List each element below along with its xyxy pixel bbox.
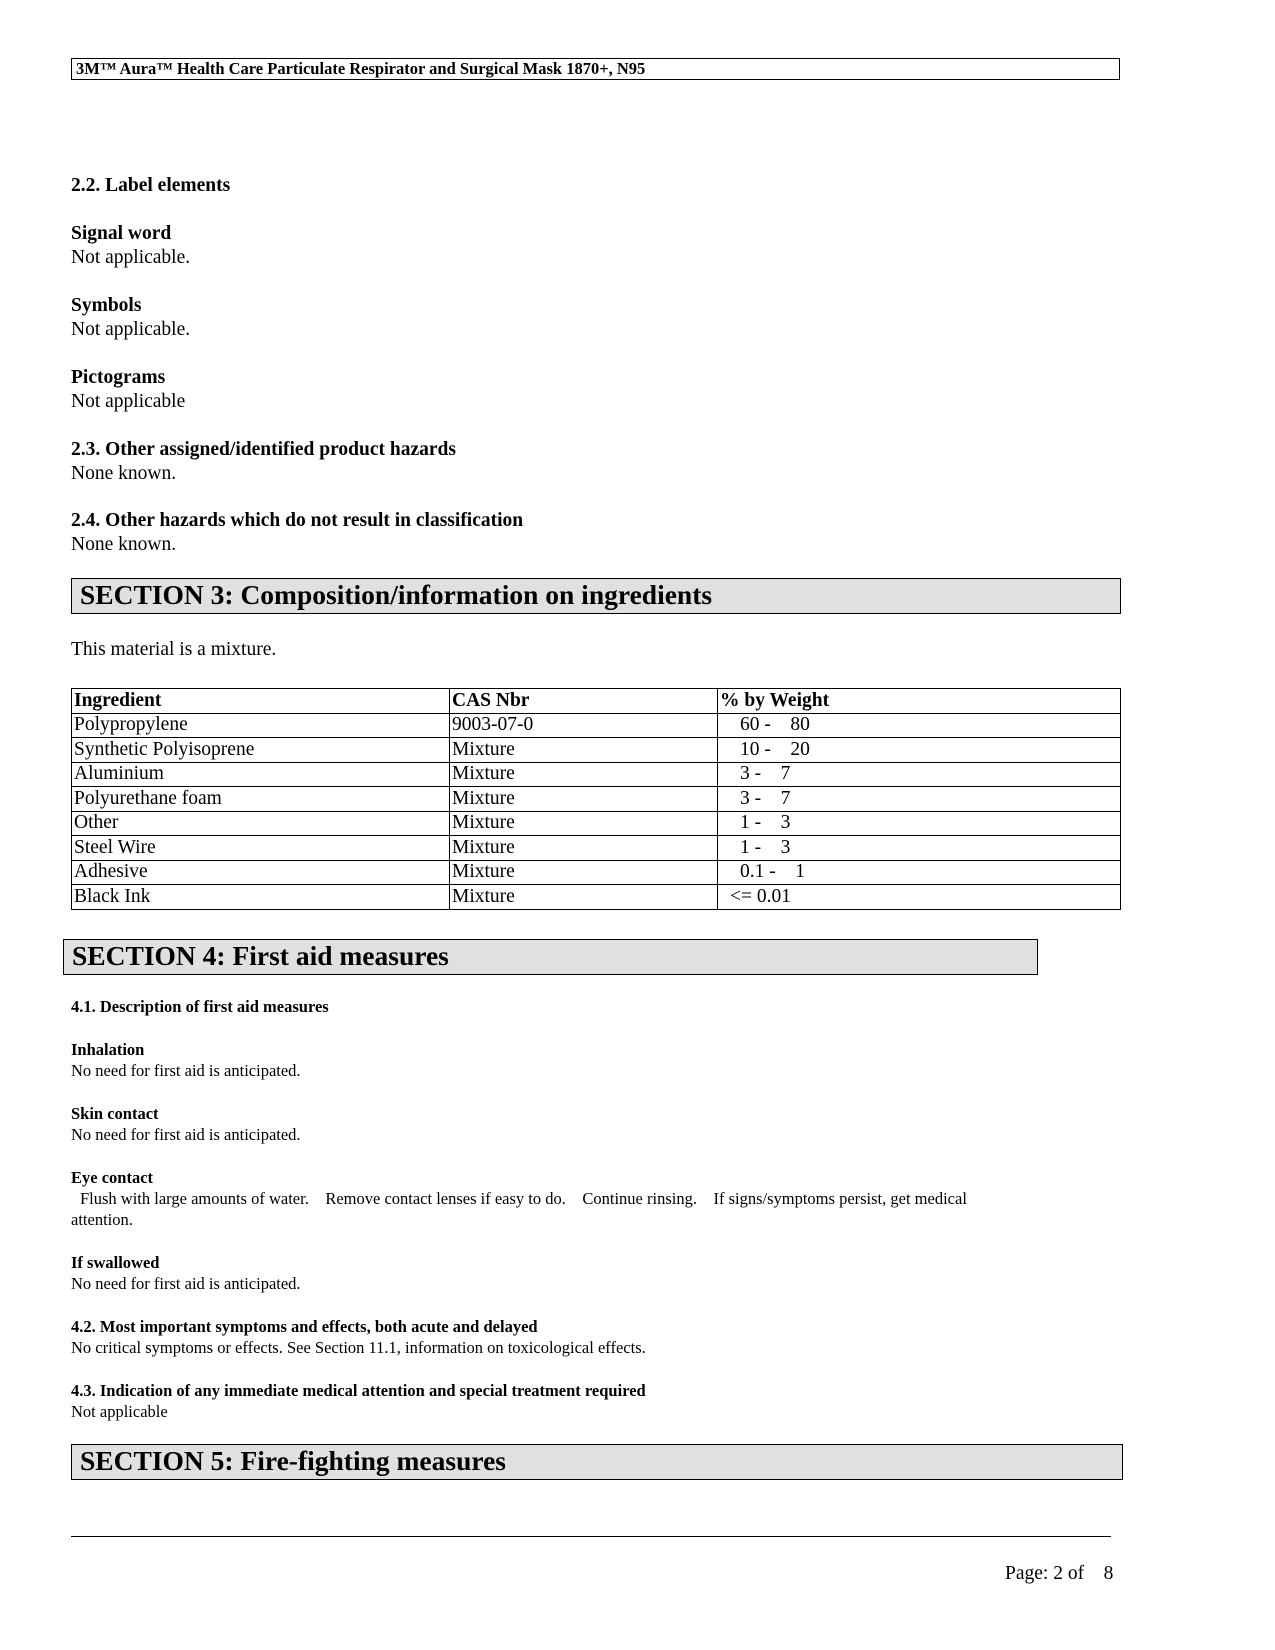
unclassified-hazards-heading: 2.4. Other hazards which do not result in classification [71,510,524,531]
symbols-value: Not applicable. [71,319,191,340]
eye-contact-value-continued: attention. [71,1210,133,1229]
weight-column-header: % by Weight [718,689,1121,714]
unclassified-hazards-value: None known. [71,534,177,555]
ingredient-cell: Synthetic Polyisoprene [72,738,450,763]
skin-contact-heading: Skin contact [71,1104,159,1123]
weight-cell: 0.1 - 1 [718,860,1121,885]
mixture-statement: This material is a mixture. [71,639,277,660]
weight-cell: 3 - 7 [718,762,1121,787]
weight-cell: 10 - 20 [718,738,1121,763]
swallowed-value: No need for first aid is anticipated. [71,1274,301,1293]
table-row [72,811,1121,836]
cas-cell: Mixture [450,787,718,812]
document-header: 3M™ Aura™ Health Care Particulate Respirator and Surgical Mask 1870+, N95 [71,58,1120,80]
weight-cell: 1 - 3 [718,836,1121,861]
cas-column-header: CAS Nbr [450,689,718,714]
eye-contact-heading: Eye contact [71,1168,154,1187]
cas-cell: Mixture [450,836,718,861]
ingredients-table [71,688,1121,910]
pictograms-heading: Pictograms [71,367,166,388]
section-3-title: SECTION 3: Composition/information on ingredients [71,578,1121,614]
inhalation-heading: Inhalation [71,1040,145,1059]
inhalation-value: No need for first aid is anticipated. [71,1061,301,1080]
label-elements-heading: 2.2. Label elements [71,175,231,196]
signal-word-value: Not applicable. [71,247,191,268]
table-header-row [72,689,1121,714]
table-row [72,860,1121,885]
weight-cell: <= 0.01 [718,885,1121,910]
ingredient-cell: Black Ink [72,885,450,910]
ingredient-cell: Polyurethane foam [72,787,450,812]
signal-word-heading: Signal word [71,223,172,244]
medical-attention-heading: 4.3. Indication of any immediate medical attention and special treatment required [71,1381,646,1400]
ingredient-cell: Aluminium [72,762,450,787]
weight-cell: 60 - 80 [718,713,1121,738]
ingredient-cell: Polypropylene [72,713,450,738]
medical-attention-value: Not applicable [71,1402,168,1421]
ingredient-cell: Steel Wire [72,836,450,861]
weight-cell: 3 - 7 [718,787,1121,812]
table-row [72,836,1121,861]
cas-cell: 9003-07-0 [450,713,718,738]
pictograms-value: Not applicable [71,391,186,412]
section-4-title: SECTION 4: First aid measures [63,939,1038,975]
weight-cell: 1 - 3 [718,811,1121,836]
cas-cell: Mixture [450,860,718,885]
symptoms-heading: 4.2. Most important symptoms and effects, both acute and delayed [71,1317,538,1336]
footer-divider [71,1536,1111,1537]
table-row [72,738,1121,763]
cas-cell: Mixture [450,885,718,910]
ingredient-cell: Adhesive [72,860,450,885]
symptoms-value: No critical symptoms or effects. See Section 11.1, information on toxicological effects. [71,1338,646,1357]
table-row [72,713,1121,738]
page-number: Page: 2 of 8 [1005,1563,1114,1584]
cas-cell: Mixture [450,762,718,787]
cas-cell: Mixture [450,811,718,836]
table-row [72,885,1121,910]
table-row [72,787,1121,812]
swallowed-heading: If swallowed [71,1253,160,1272]
eye-contact-value: Flush with large amounts of water. Remove contact lenses if easy to do. Continue rinsing. If signs/symptoms persist, get medical [80,1189,967,1208]
symbols-heading: Symbols [71,295,142,316]
section-5-title: SECTION 5: Fire-fighting measures [71,1444,1123,1480]
ingredient-column-header: Ingredient [72,689,450,714]
other-hazards-heading: 2.3. Other assigned/identified product hazards [71,439,456,460]
table-row [72,762,1121,787]
other-hazards-value: None known. [71,463,177,484]
first-aid-description-heading: 4.1. Description of first aid measures [71,997,329,1016]
cas-cell: Mixture [450,738,718,763]
ingredient-cell: Other [72,811,450,836]
skin-contact-value: No need for first aid is anticipated. [71,1125,301,1144]
